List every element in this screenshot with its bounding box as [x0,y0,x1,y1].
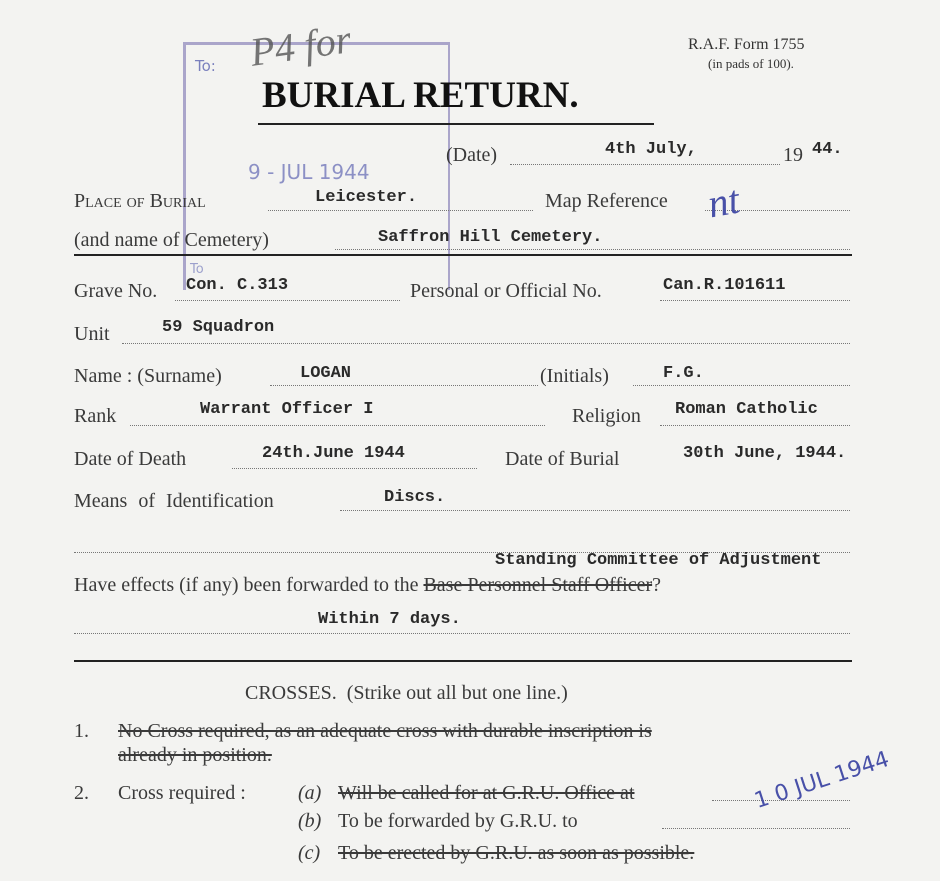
item2-label: Cross required : [118,782,246,804]
map-value: nt [704,176,743,227]
option-a-label: (a) [298,782,322,804]
ident-label: Means of Identification [74,490,274,512]
effects-line [74,574,661,597]
unit-label: Unit [74,323,110,345]
stamp-to-2: To [190,262,204,277]
title-underline [258,123,654,125]
place-label-b: Burial [149,190,206,212]
dotted-line [122,343,850,344]
grave-label: Grave No. [74,280,158,302]
form-id: R.A.F. Form 1755 [688,36,805,53]
name-label: Name : (Surname) [74,365,222,387]
death-value: 24th.June 1944 [262,444,405,463]
official-value: Can.R.101611 [663,276,786,295]
cemetery-label: (and name of Cemetery) [74,229,269,251]
option-b-text: To be forwarded by G.R.U. to [338,810,578,832]
divider [74,660,852,662]
place-value: Leicester. [315,188,418,207]
date-label: (Date) [446,144,498,166]
rank-value: Warrant Officer I [200,400,374,419]
dotted-line [175,300,400,301]
effects-label: Have effects (if any) been forwarded to the [74,574,419,596]
dotted-line [660,300,850,301]
year-prefix: 19 [783,144,803,166]
stamp-date: 9 - JUL 1944 [248,160,370,184]
dotted-line [510,164,780,165]
item1-text: No Cross required, as an adequate cross with durable inscription is [118,720,652,742]
effects-q: ? [652,574,662,596]
handwritten-note: P4 for [247,16,354,75]
burial-label: Date of Burial [505,448,620,470]
initials-label: (Initials) [540,365,609,387]
dotted-line [340,510,850,511]
burial-value: 30th June, 1944. [683,444,847,463]
religion-label: Religion [572,405,641,427]
dotted-line [268,210,533,211]
initials-value: F.G. [663,364,704,383]
item2-num: 2. [74,782,89,804]
dotted-line [633,385,850,386]
effects-struck: Base Personnel Staff Officer [423,574,653,596]
surname-value: LOGAN [300,364,352,383]
option-a-text: Will be called for at G.R.U. Office at [338,782,635,804]
unit-value: 59 Squadron [162,318,275,337]
cemetery-value: Saffron Hill Cemetery. [378,228,603,247]
date-value: 4th July, [605,140,697,159]
official-label: Personal or Official No. [410,280,602,302]
item1-num: 1. [74,720,89,742]
divider [74,254,852,256]
date-stamp: 1 0 JUL 1944 [751,747,893,814]
year-value: 44. [812,140,843,159]
place-label-a: Place of [74,190,145,212]
dotted-line [662,828,850,829]
crosses-heading-line [245,682,568,705]
stamp-to: To: [195,57,216,75]
dotted-line [130,425,545,426]
map-label: Map Reference [545,190,668,212]
effects-insert: Standing Committee of Adjustment [495,551,822,570]
page-title: BURIAL RETURN. [262,75,579,116]
ident-value: Discs. [384,488,446,507]
death-label: Date of Death [74,448,187,470]
dotted-line [270,385,538,386]
crosses-heading: CROSSES. [245,682,337,704]
crosses-instruction: (Strike out all but one line.) [346,682,568,704]
dotted-line [232,468,477,469]
dotted-line [74,633,850,634]
place-label [74,190,206,213]
grave-value: Con. C.313 [186,276,289,295]
item1-text-cont: already in position. [118,744,272,766]
effects-value: Within 7 days. [318,610,461,629]
dotted-line [660,425,850,426]
dotted-line [335,249,850,250]
rank-label: Rank [74,405,117,427]
religion-value: Roman Catholic [675,400,818,419]
option-c-text: To be erected by G.R.U. as soon as possible. [338,842,695,864]
option-b-label: (b) [298,810,322,832]
form-pads: (in pads of 100). [708,56,794,71]
option-c-label: (c) [298,842,321,864]
